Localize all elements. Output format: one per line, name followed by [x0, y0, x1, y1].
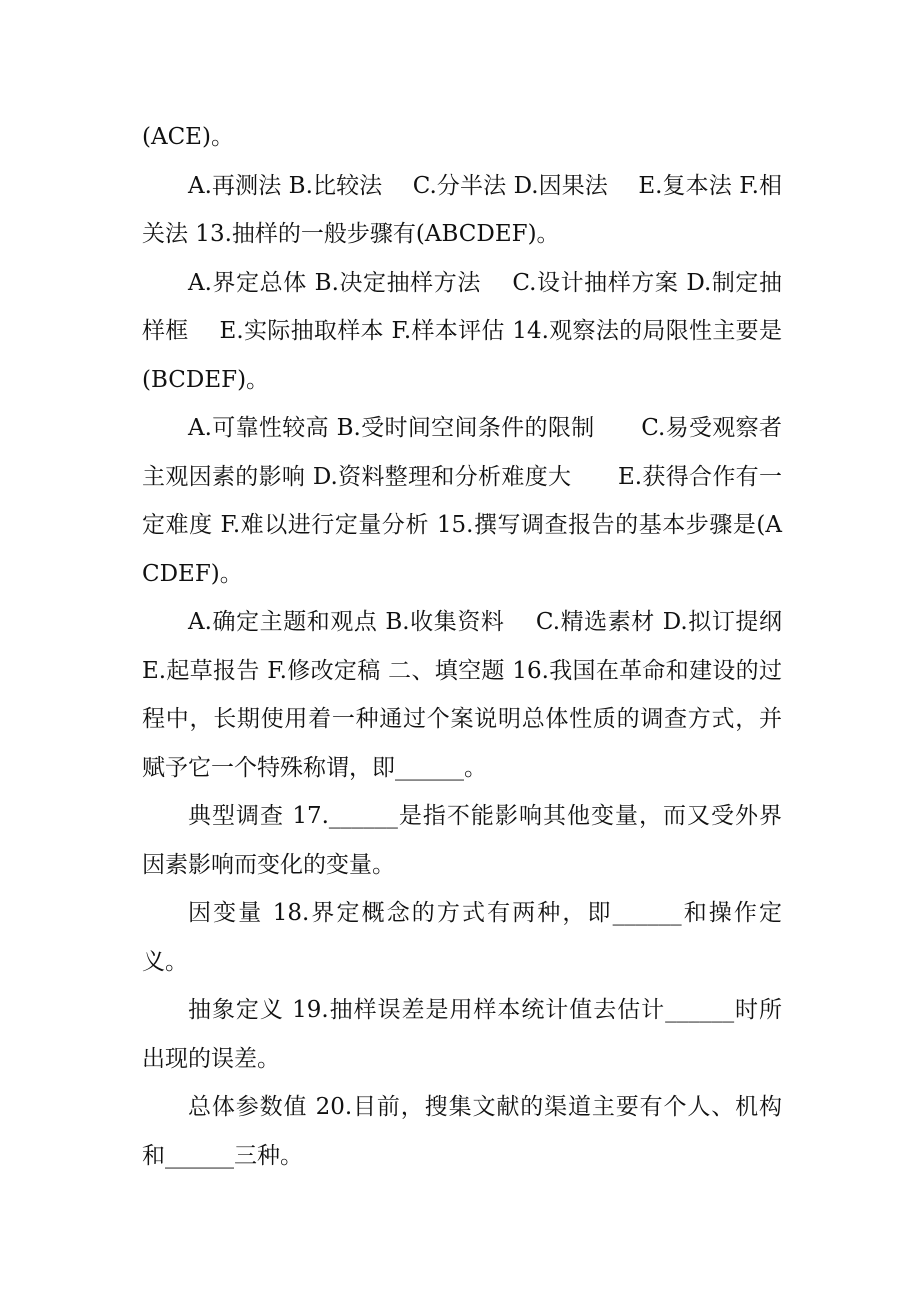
paragraph-q14-options: A.可靠性较高 B.受时间空间条件的限制 C.易受观察者主观因素的影响 D.资料整理和分析难度大 E.获得合作有一定难度 F.难以进行定量分析 15.撰写调查报告的基本步骤是(ACDEF)。 — [142, 415, 782, 587]
paragraph-q19-answer: 总体参数值 20.目前，搜集文献的渠道主要有个人、机构和______三种。 — [142, 1094, 782, 1169]
paragraph-q16-answer: 典型调查 17.______是指不能影响其他变量，而又受外界因素影响而变化的变量。 — [142, 803, 782, 878]
paragraph-q17-answer: 因变量 18.界定概念的方式有两种，即______和操作定义。 — [142, 900, 782, 975]
document-body — [142, 113, 813, 1180]
paragraph-q12-options: A.再测法 B.比较法 C.分半法 D.因果法 E.复本法 F.相关法 13.抽样的一般步骤有(ABCDEF)。 — [142, 172, 782, 247]
paragraph-q18-answer: 抽象定义 19.抽样误差是用样本统计值去估计______时所出现的误差。 — [142, 997, 782, 1072]
paragraph-q15-options: A.确定主题和观点 B.收集资料 C.精选素材 D.拟订提纲 E.起草报告 F.修改定稿 二、填空题 16.我国在革命和建设的过程中，长期使用着一种通过个案说明总体性质的调查方式，并赋予它一个特殊称谓，即______。 — [142, 609, 813, 781]
paragraph-q13-options: A.界定总体 B.决定抽样方法 C.设计抽样方案 D.制定抽样框 E.实际抽取样本 F.样本评估 14.观察法的局限性主要是(BCDEF)。 — [142, 269, 782, 393]
paragraph-answer-tail: (ACE)。 — [142, 124, 234, 150]
